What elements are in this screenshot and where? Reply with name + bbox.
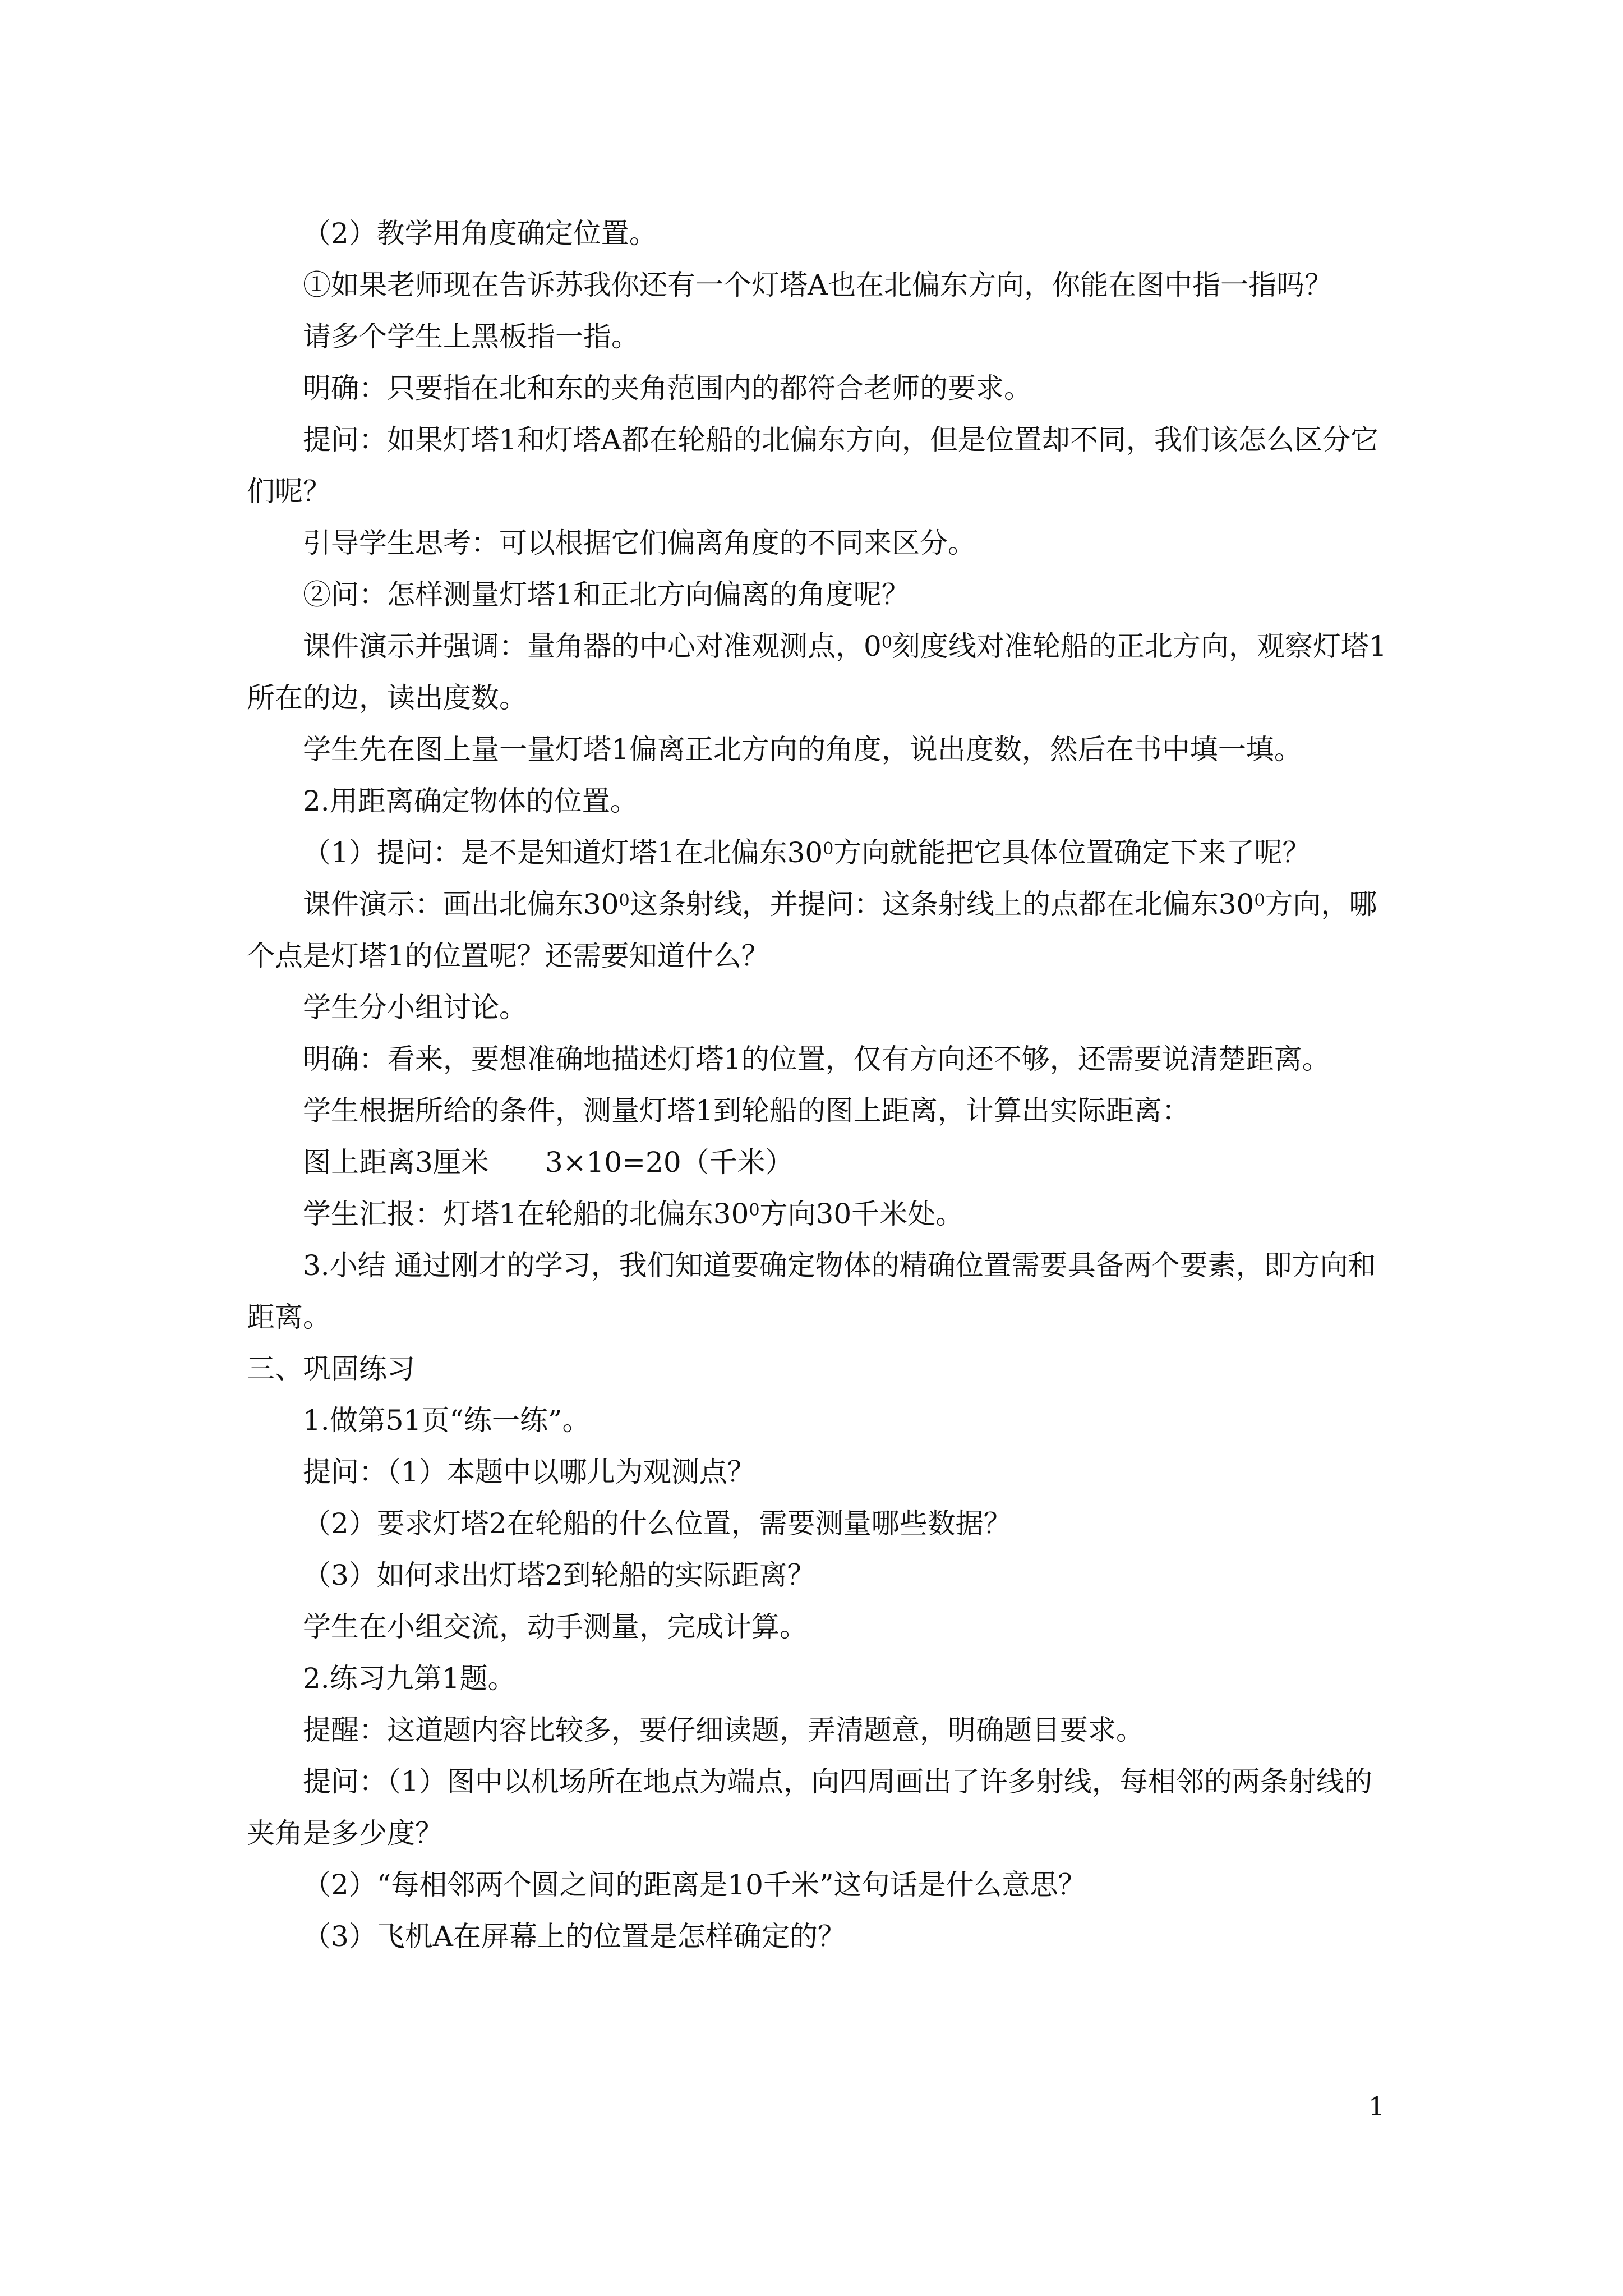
paragraph: 学生根据所给的条件，测量灯塔1到轮船的图上距离，计算出实际距离： (303, 1094, 1190, 1127)
paragraph: 学生汇报：灯塔1在轮船的北偏东$30^0$方向30千米处。 (303, 1198, 964, 1230)
paragraph: 请多个学生上黑板指一指。 (303, 320, 639, 353)
paragraph: （3）飞机A在屏幕上的位置是怎样确定的？ (303, 1920, 846, 1953)
paragraph: 学生在小组交流，动手测量，完成计算。 (303, 1611, 808, 1643)
paragraph: 明确：只要指在北和东的夹角范围内的都符合老师的要求。 (303, 372, 1032, 404)
subsection-heading: 2.用距离确定物体的位置。 (303, 785, 638, 817)
exercise-item: 2.练习九第1题。 (303, 1662, 516, 1695)
calculation-line: 图上距离3厘米 3×10=20（千米） (303, 1146, 794, 1179)
paragraph: 学生分小组讨论。 (303, 991, 527, 1024)
subsection-heading: （2）教学用角度确定位置。 (303, 217, 657, 250)
paragraph: （2）要求灯塔2在轮船的什么位置，需要测量哪些数据？ (303, 1507, 1012, 1540)
paragraph: 提问：如果灯塔1和灯塔A都在轮船的北偏东方向，但是位置却不同，我们该怎么区分它们呢？ (247, 424, 1378, 508)
paragraph: 课件演示并强调：量角器的中心对准观测点，$0^0$刻度线对准轮船的正北方向，观察灯塔1所在的边，读出度数。 (247, 630, 1387, 714)
section-heading: 三、巩固练习 (247, 1352, 415, 1385)
paragraph: （2）“每相邻两个圆之间的距离是10千米”这句话是什么意思？ (303, 1869, 1086, 1901)
paragraph: 提问：（1）本题中以哪儿为观测点？ (303, 1456, 755, 1488)
paragraph: 引导学生思考：可以根据它们偏离角度的不同来区分。 (303, 527, 976, 559)
exercise-item: 1.做第51页“练一练”。 (303, 1404, 591, 1437)
paragraph: ①如果老师现在告诉苏我你还有一个灯塔A也在北偏东方向，你能在图中指一指吗？ (303, 269, 1333, 301)
paragraph: 提醒：这道题内容比较多，要仔细读题，弄清题意，明确题目要求。 (303, 1714, 1144, 1746)
page-number: 1 (1368, 2091, 1385, 2122)
paragraph: 明确：看来，要想准确地描述灯塔1的位置，仅有方向还不够，还需要说清楚距离。 (303, 1043, 1330, 1075)
paragraph: 课件演示：画出北偏东$30^0$这条射线，并提问：这条射线上的点都在北偏东$30^0$方向，哪个点是灯塔1的位置呢？还需要知道什么？ (247, 888, 1377, 972)
paragraph: ②问：怎样测量灯塔1和正北方向偏离的角度呢？ (303, 578, 910, 611)
paragraph: （3）如何求出灯塔2到轮船的实际距离？ (303, 1559, 815, 1591)
document-body (247, 208, 1396, 1962)
paragraph: 3.小结 通过刚才的学习，我们知道要确定物体的精确位置需要具备两个要素，即方向和距离。 (247, 1249, 1376, 1333)
paragraph: 提问：（1）图中以机场所在地点为端点，向四周画出了许多射线，每相邻的两条射线的夹角是多少度？ (247, 1765, 1372, 1849)
paragraph: 学生先在图上量一量灯塔1偏离正北方向的角度，说出度数，然后在书中填一填。 (303, 733, 1302, 766)
paragraph: （1）提问：是不是知道灯塔1在北偏东$30^0$方向就能把它具体位置确定下来了呢？ (303, 836, 1311, 869)
